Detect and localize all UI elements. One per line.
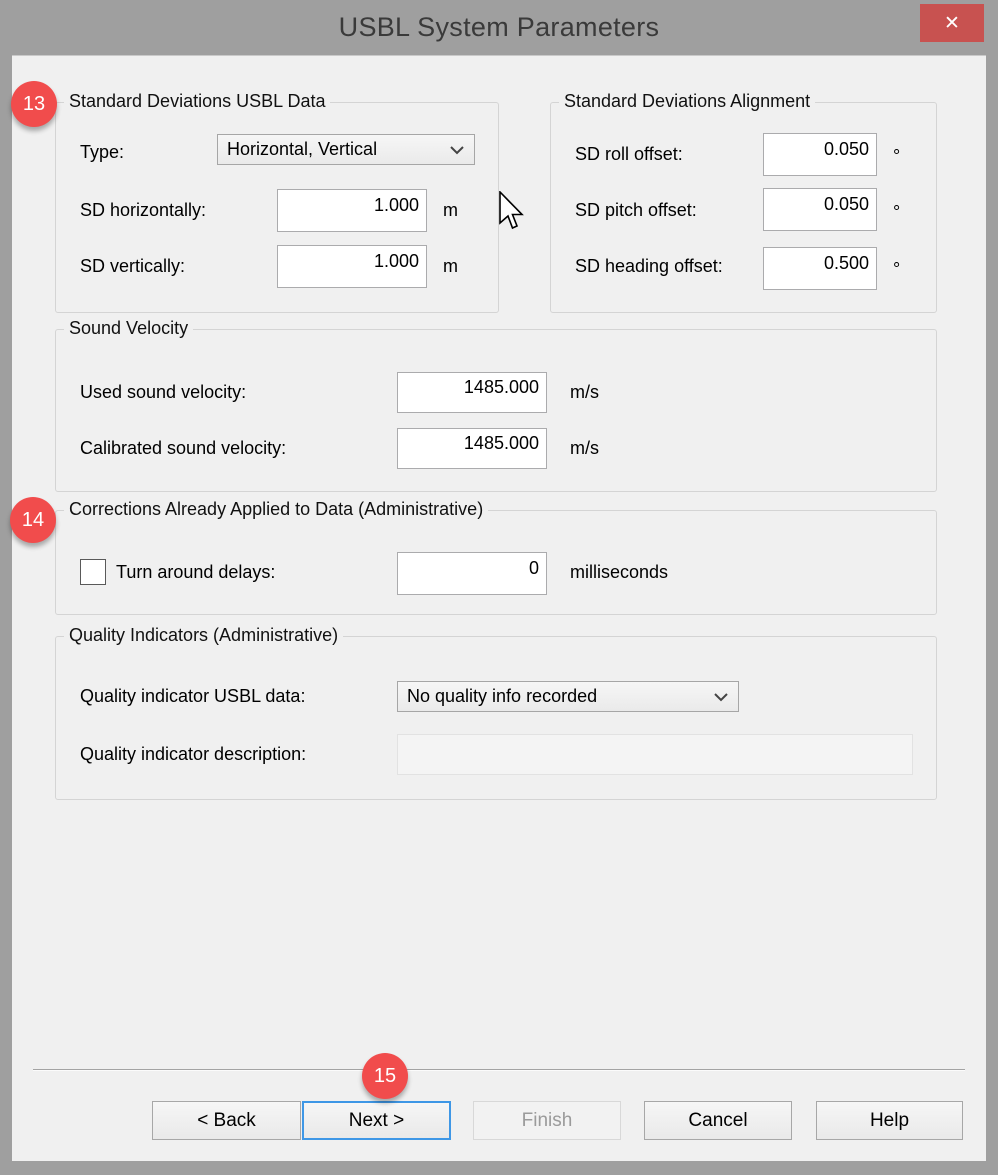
turn-around-delays-input[interactable]: [397, 552, 547, 595]
sd-vertically-input[interactable]: [277, 245, 427, 288]
used-sound-velocity-label: Used sound velocity:: [80, 382, 247, 402]
finish-button-label: Finish: [521, 1109, 573, 1131]
quality-indicator-description-label: Quality indicator description:: [80, 744, 307, 764]
close-icon: ✕: [944, 12, 960, 34]
cancel-button-label: Cancel: [688, 1109, 748, 1131]
quality-indicator-description-input: [397, 734, 913, 775]
group-quality-indicators: [55, 625, 937, 800]
type-dropdown-value: Horizontal, Vertical: [227, 139, 378, 159]
sd-pitch-offset-label: SD pitch offset:: [575, 200, 697, 220]
annotation-badge-14: 14: [10, 497, 56, 543]
next-button-label: Next >: [348, 1109, 405, 1131]
back-button-label: < Back: [197, 1109, 256, 1131]
sd-horizontally-unit: m: [443, 200, 458, 220]
sd-horizontally-input[interactable]: [277, 189, 427, 232]
calibrated-sound-velocity-unit: m/s: [570, 438, 599, 458]
annotation-badge-15: 15: [362, 1053, 408, 1099]
sd-horizontally-label: SD horizontally:: [80, 200, 207, 220]
sd-heading-offset-input[interactable]: [763, 247, 877, 290]
group-quality-indicators-title: Quality Indicators (Administrative): [64, 625, 343, 646]
mouse-cursor-icon: [499, 191, 527, 235]
next-button[interactable]: [302, 1101, 451, 1140]
group-corrections-title: Corrections Already Applied to Data (Administrative): [64, 499, 488, 520]
chevron-down-icon: [714, 693, 728, 702]
sd-heading-offset-unit: °: [893, 259, 901, 279]
finish-button: [473, 1101, 621, 1140]
group-sound-velocity-title: Sound Velocity: [64, 318, 193, 339]
sd-heading-offset-label: SD heading offset:: [575, 256, 723, 276]
close-button[interactable]: [920, 4, 984, 42]
used-sound-velocity-input[interactable]: [397, 372, 547, 413]
cancel-button[interactable]: [644, 1101, 792, 1140]
turn-around-delays-checkbox[interactable]: [80, 559, 106, 585]
quality-indicator-usbl-value: No quality info recorded: [407, 686, 598, 706]
dialog-title: USBL System Parameters: [338, 12, 660, 42]
calibrated-sound-velocity-label: Calibrated sound velocity:: [80, 438, 287, 458]
sd-vertically-label: SD vertically:: [80, 256, 186, 276]
help-button[interactable]: [816, 1101, 963, 1140]
calibrated-sound-velocity-input[interactable]: [397, 428, 547, 469]
sd-roll-offset-label: SD roll offset:: [575, 144, 683, 164]
back-button[interactable]: [152, 1101, 301, 1140]
footer-divider: [33, 1069, 965, 1071]
sd-pitch-offset-unit: °: [893, 202, 901, 222]
group-sd-usbl-data-title: Standard Deviations USBL Data: [64, 91, 330, 112]
annotation-badge-13: 13: [11, 81, 57, 127]
turn-around-delays-label: Turn around delays:: [116, 562, 276, 582]
turn-around-delays-unit: milliseconds: [570, 562, 669, 582]
chevron-down-icon: [450, 146, 464, 155]
type-dropdown[interactable]: [217, 134, 475, 165]
quality-indicator-usbl-label: Quality indicator USBL data:: [80, 686, 306, 706]
group-sd-alignment-title: Standard Deviations Alignment: [559, 91, 815, 112]
help-button-label: Help: [869, 1109, 910, 1131]
sd-roll-offset-input[interactable]: [763, 133, 877, 176]
sd-roll-offset-unit: °: [893, 146, 901, 166]
title-bar: [0, 0, 998, 55]
sd-vertically-unit: m: [443, 256, 458, 276]
quality-indicator-usbl-dropdown[interactable]: [397, 681, 739, 712]
used-sound-velocity-unit: m/s: [570, 382, 599, 402]
type-label: Type:: [80, 142, 125, 162]
sd-pitch-offset-input[interactable]: [763, 188, 877, 231]
